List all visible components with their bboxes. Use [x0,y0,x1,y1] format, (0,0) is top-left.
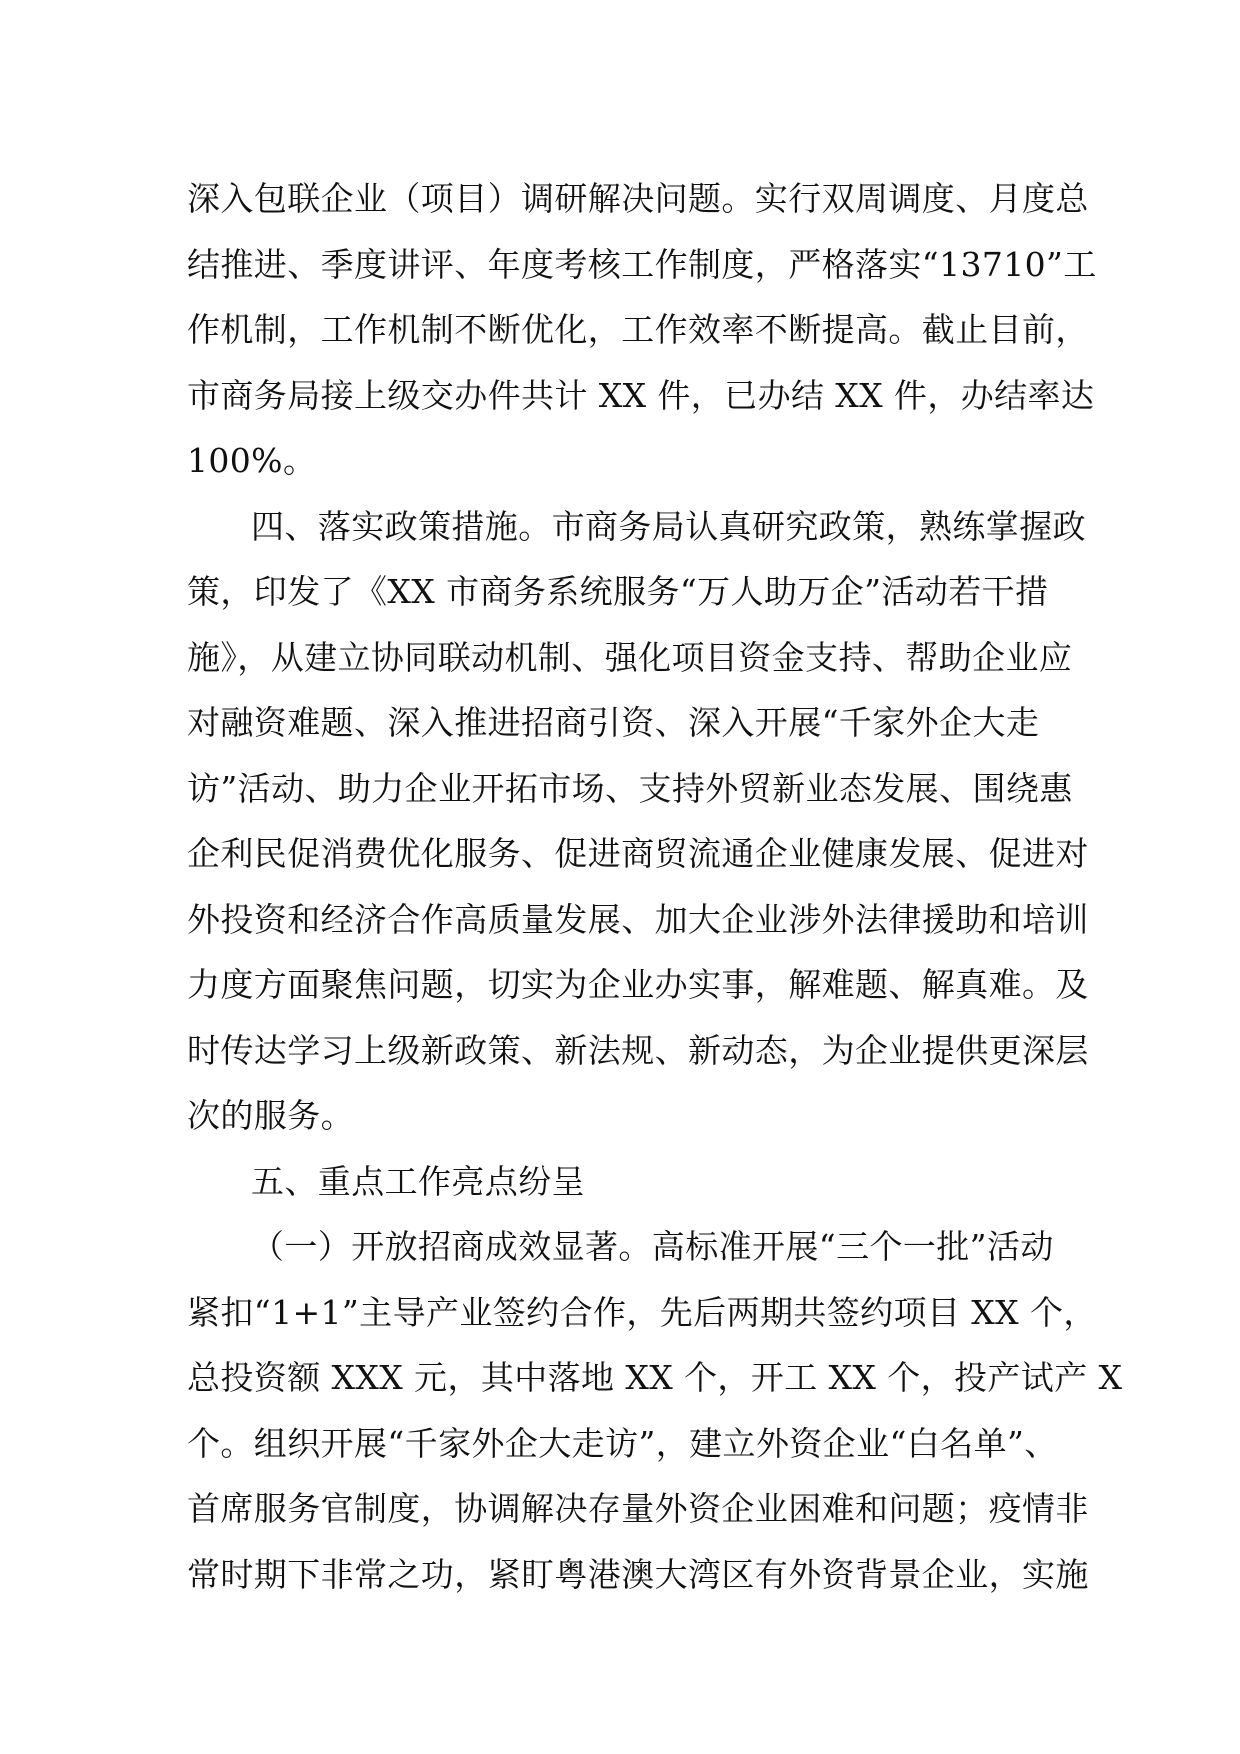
text-line: 结推进、季度讲评、年度考核工作制度，严格落实“13710”工 [187,244,1097,284]
text-line: 时传达学习上级新政策、新法规、新动态，为企业提供更深层 [187,1030,1089,1070]
text-line: 紧扣“1+1”主导产业签约合作，先后两期共签约项目 XX 个， [187,1292,1097,1332]
text-line: 市商务局接上级交办件共计 XX 件，已办结 XX 件，办结率达 [187,375,1095,415]
text-line: 首席服务官制度，协调解决存量外资企业困难和问题；疫情非 [187,1489,1089,1528]
text-line: 深入包联企业（项目）调研解决问题。实行双周调度、月度总 [187,179,1089,218]
text-line: 作机制，工作机制不断优化，工作效率不断提高。截止目前， [187,310,1089,349]
document-body [187,166,1123,1607]
text-line: 外投资和经济合作高质量发展、加大企业涉外法律援助和培训 [187,899,1089,939]
text-line: 访”活动、助力企业开拓市场、支持外贸新业态发展、围绕惠 [187,768,1073,808]
text-line: 个。组织开展“千家外企大走访”，建立外资企业“白名单”、 [187,1423,1058,1463]
text-line: 四、落实政策措施。市商务局认真研究政策，熟练掌握政 [251,506,1086,546]
text-line: 总投资额 XXX 元，其中落地 XX 个，开工 XX 个，投产试产 X [187,1358,1123,1397]
text-line: 企利民促消费优化服务、促进商贸流通企业健康发展、促进对 [187,834,1089,873]
text-line: 100%。 [187,441,317,480]
text-line: 常时期下非常之功，紧盯粤港澳大湾区有外资背景企业，实施 [187,1554,1089,1594]
text-line: 施》，从建立协同联动机制、强化项目资金支持、帮助企业应 [187,637,1073,677]
text-line: 五、重点工作亮点纷呈 [251,1161,585,1201]
text-line: 次的服务。 [187,1096,354,1135]
text-line: （一）开放招商成效显著。高标准开展“三个一批”活动 [251,1227,1054,1266]
text-line: 对融资难题、深入推进招商引资、深入开展“千家外企大走 [187,703,1040,742]
text-line: 力度方面聚焦问题，切实为企业办实事，解难题、解真难。及 [187,965,1089,1004]
text-line: 策，印发了《XX 市商务系统服务“万人助万企”活动若干措 [187,572,1049,611]
